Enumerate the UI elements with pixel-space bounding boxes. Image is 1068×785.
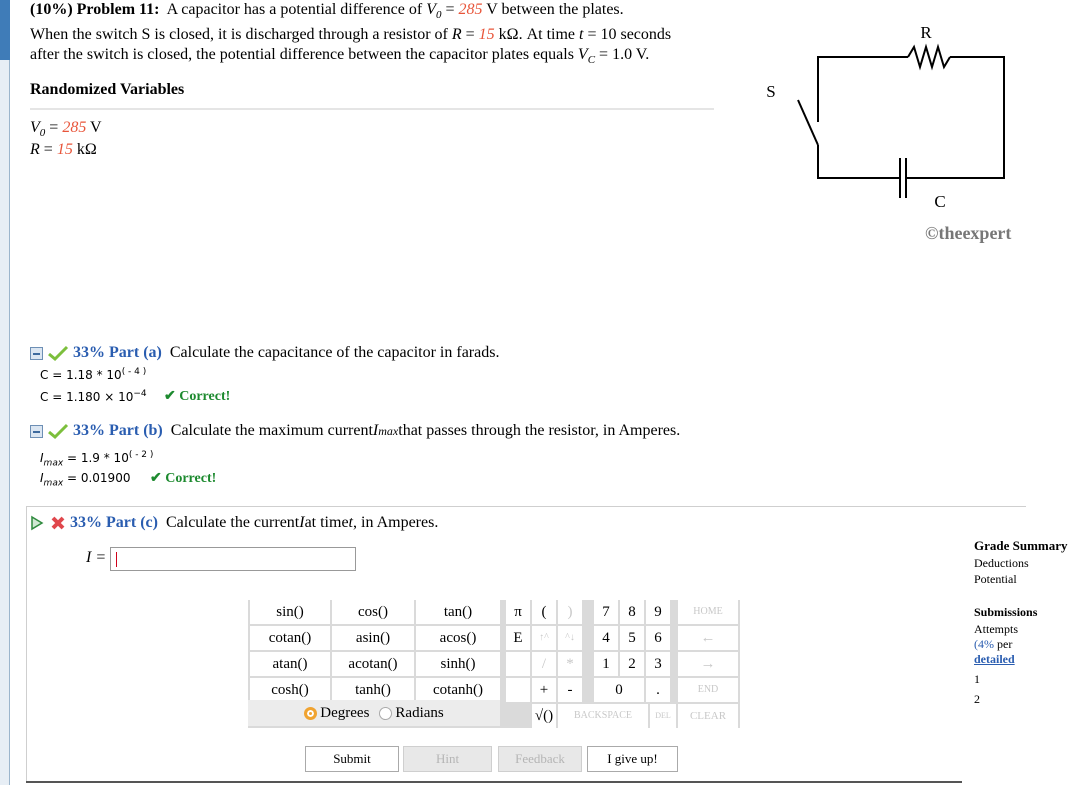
- give-up-button[interactable]: I give up!: [587, 746, 678, 772]
- result-text: = 0.01900: [63, 471, 131, 485]
- left-progress-bar: [0, 0, 10, 785]
- deduction-rate: [974, 637, 1012, 652]
- key-end[interactable]: END: [678, 678, 738, 702]
- key-pi[interactable]: π: [506, 600, 530, 624]
- calculator-keypad: [248, 600, 740, 728]
- problem-text: = 1.0 V.: [595, 46, 650, 64]
- var-v: V: [30, 119, 40, 136]
- var-vc-sub: C: [587, 54, 596, 67]
- key-2[interactable]: 2: [620, 652, 644, 676]
- key-6[interactable]: 6: [646, 626, 670, 650]
- key-up-power[interactable]: ↑^: [532, 626, 556, 650]
- part-a-result: [40, 389, 147, 404]
- label-r: R: [920, 23, 932, 42]
- part-c-question: , in Amperes.: [353, 514, 439, 531]
- key-0[interactable]: 0: [594, 678, 644, 702]
- key-sinh[interactable]: sinh(): [416, 652, 500, 676]
- feedback-button[interactable]: Feedback: [498, 746, 582, 772]
- divider: [30, 108, 714, 110]
- equals: =: [39, 141, 57, 158]
- answer-label-text: I =: [86, 549, 107, 566]
- check-icon: [47, 345, 69, 361]
- label-c: C: [934, 192, 946, 211]
- entry-text: = 1.9 * 10: [63, 451, 129, 465]
- key-3[interactable]: 3: [646, 652, 670, 676]
- randomized-v0: [30, 119, 102, 139]
- randomized-variables-heading: Randomized Variables: [30, 81, 185, 98]
- problem-text: kΩ. At time: [494, 26, 579, 44]
- problem-text: V between the plates.: [482, 1, 624, 18]
- result-text: C = 1.180 × 10: [40, 390, 134, 404]
- unit: kΩ: [72, 141, 97, 158]
- collapse-part-a-button[interactable]: [30, 347, 43, 360]
- problem-line-1: [30, 0, 720, 25]
- key-e[interactable]: E: [506, 626, 530, 650]
- resistor-icon: [908, 47, 950, 67]
- part-c-label: 33% Part (c): [70, 514, 158, 531]
- key-sin[interactable]: sin(): [250, 600, 330, 624]
- key-5[interactable]: 5: [620, 626, 644, 650]
- part-c-question: at time: [304, 514, 349, 531]
- part-b-entry: [40, 450, 153, 468]
- v0-value: 285: [458, 1, 483, 18]
- entry-exponent: ( - 2 ): [128, 450, 154, 460]
- key-cosh[interactable]: cosh(): [250, 678, 330, 702]
- wire-top-right: [906, 57, 1004, 178]
- problem-label: Problem 11:: [76, 1, 160, 18]
- problem-statement: [30, 0, 720, 70]
- detailed-link[interactable]: detailed: [974, 652, 1015, 666]
- grade-summary-heading: Grade Summary: [974, 538, 1068, 553]
- problem-text: = 10 seconds: [583, 26, 672, 44]
- var-i: I: [299, 514, 305, 531]
- part-a-label: 33% Part (a): [73, 344, 162, 361]
- left-progress-indicator: [0, 0, 10, 60]
- key-9[interactable]: 9: [646, 600, 670, 624]
- attempts-label: Attempts: [974, 622, 1018, 636]
- equals: =: [461, 26, 479, 44]
- key-8[interactable]: 8: [620, 600, 644, 624]
- key-atan[interactable]: atan(): [250, 652, 330, 676]
- key-acos[interactable]: acos(): [416, 626, 500, 650]
- var-i: I: [40, 471, 44, 485]
- problem-line-2: [30, 25, 720, 45]
- problem-weight: (10%): [30, 1, 73, 18]
- key-del[interactable]: DEL: [650, 704, 676, 728]
- radians-radio[interactable]: [379, 707, 392, 720]
- key-minus[interactable]: -: [558, 678, 582, 702]
- part-a-entry: [40, 367, 146, 382]
- part-b-result: [40, 471, 130, 488]
- key-acotan[interactable]: acotan(): [332, 652, 414, 676]
- key-blank-2: [506, 678, 530, 702]
- result-exponent: −4: [133, 389, 147, 399]
- part-b-question: that passes through the resistor, in Amperes.: [398, 422, 681, 439]
- part-a-question: Calculate the capacitance of the capacitor in farads.: [169, 344, 500, 361]
- part-b-header: [30, 422, 680, 440]
- key-multiply[interactable]: *: [558, 652, 582, 676]
- radians-label[interactable]: Radians: [395, 704, 444, 721]
- key-1[interactable]: 1: [594, 652, 618, 676]
- potential-label: Potential: [974, 572, 1017, 586]
- watermark: ©theexpert: [925, 223, 1012, 243]
- var-i: I: [372, 422, 379, 439]
- circuit-diagram: [760, 20, 1024, 250]
- degrees-radio[interactable]: [304, 707, 317, 720]
- key-asin[interactable]: asin(): [332, 626, 414, 650]
- key-down-power[interactable]: ^↓: [558, 626, 582, 650]
- var-v-sub: 0: [39, 127, 46, 140]
- unit: V: [86, 119, 102, 136]
- var-i-sub: max: [378, 423, 399, 438]
- var-i-sub: max: [43, 478, 64, 489]
- collapse-part-b-button[interactable]: [30, 425, 43, 438]
- problem-text: A capacitor has a potential difference of: [166, 1, 427, 18]
- key-sqrt[interactable]: √(): [532, 704, 556, 728]
- submit-button[interactable]: Submit: [305, 746, 399, 772]
- key-cotanh[interactable]: cotanh(): [416, 678, 500, 702]
- wrong-icon: [50, 515, 66, 531]
- problem-line-3: [30, 45, 720, 70]
- key-clear[interactable]: CLEAR: [678, 704, 738, 728]
- wire-top-left: [818, 57, 908, 122]
- var-t: t: [579, 26, 584, 44]
- key-dot[interactable]: .: [646, 678, 670, 702]
- r-value: 15: [478, 26, 495, 44]
- equals: =: [45, 119, 63, 136]
- problem-text: after the switch is closed, the potential difference between the capacitor plates equals: [30, 46, 578, 64]
- angle-mode-selector: [248, 700, 500, 726]
- answer-input[interactable]: [110, 547, 356, 571]
- var-t: t: [348, 514, 353, 531]
- key-cotan[interactable]: cotan(): [250, 626, 330, 650]
- deductions-label: Deductions: [974, 556, 1029, 570]
- var-v-sub: 0: [435, 9, 442, 22]
- answer-label: [86, 549, 106, 567]
- play-icon[interactable]: [30, 516, 44, 530]
- entry-exponent: ( - 4 ): [121, 367, 147, 377]
- part-b-question: Calculate the maximum current: [170, 422, 373, 439]
- key-tanh[interactable]: tanh(): [332, 678, 414, 702]
- submission-row-2: 2: [974, 692, 980, 706]
- v0-value: 285: [62, 119, 87, 136]
- r-value: 15: [56, 141, 73, 158]
- part-b-label: 33% Part (b): [73, 422, 163, 439]
- deduction-percent: (4%: [974, 637, 994, 651]
- label-s: S: [766, 82, 776, 101]
- key-4[interactable]: 4: [594, 626, 618, 650]
- wire-bottom-left: [818, 145, 900, 178]
- switch-icon: [798, 100, 818, 145]
- var-i: I: [40, 451, 44, 465]
- equals: =: [441, 1, 459, 18]
- part-a-status: ✔ Correct!: [164, 389, 231, 404]
- var-v: V: [426, 1, 436, 18]
- key-home[interactable]: HOME: [678, 600, 738, 624]
- part-c-header: [30, 514, 438, 532]
- text-cursor: [116, 552, 117, 567]
- part-b-status: ✔ Correct!: [150, 471, 217, 486]
- var-r: R: [451, 26, 462, 44]
- key-backspace[interactable]: BACKSPACE: [558, 704, 648, 728]
- var-r: R: [30, 141, 40, 158]
- key-cos[interactable]: cos(): [332, 600, 414, 624]
- key-blank-1: [506, 652, 530, 676]
- submission-row-1: 1: [974, 672, 980, 686]
- key-7[interactable]: 7: [594, 600, 618, 624]
- bottom-divider: [26, 781, 962, 783]
- hint-button[interactable]: Hint: [403, 746, 492, 772]
- check-icon: [47, 423, 69, 439]
- deduction-per: per: [994, 637, 1013, 651]
- key-tan[interactable]: tan(): [416, 600, 500, 624]
- key-divide[interactable]: /: [532, 652, 556, 676]
- part-a-header: [30, 344, 499, 362]
- problem-text: When the switch S is closed, it is discharged through a resistor of: [30, 26, 452, 44]
- key-close-paren[interactable]: ): [558, 600, 582, 624]
- var-i-sub: max: [43, 458, 64, 469]
- key-left-arrow[interactable]: ←: [678, 626, 738, 650]
- entry-text: C = 1.18 * 10: [40, 368, 122, 382]
- key-open-paren[interactable]: (: [532, 600, 556, 624]
- randomized-r: [30, 141, 97, 159]
- var-vc: V: [577, 46, 588, 64]
- key-right-arrow[interactable]: →: [678, 652, 738, 676]
- part-c-question: Calculate the current: [165, 514, 300, 531]
- submissions-heading: Submissions: [974, 605, 1038, 619]
- key-plus[interactable]: +: [532, 678, 556, 702]
- degrees-label[interactable]: Degrees: [320, 704, 370, 721]
